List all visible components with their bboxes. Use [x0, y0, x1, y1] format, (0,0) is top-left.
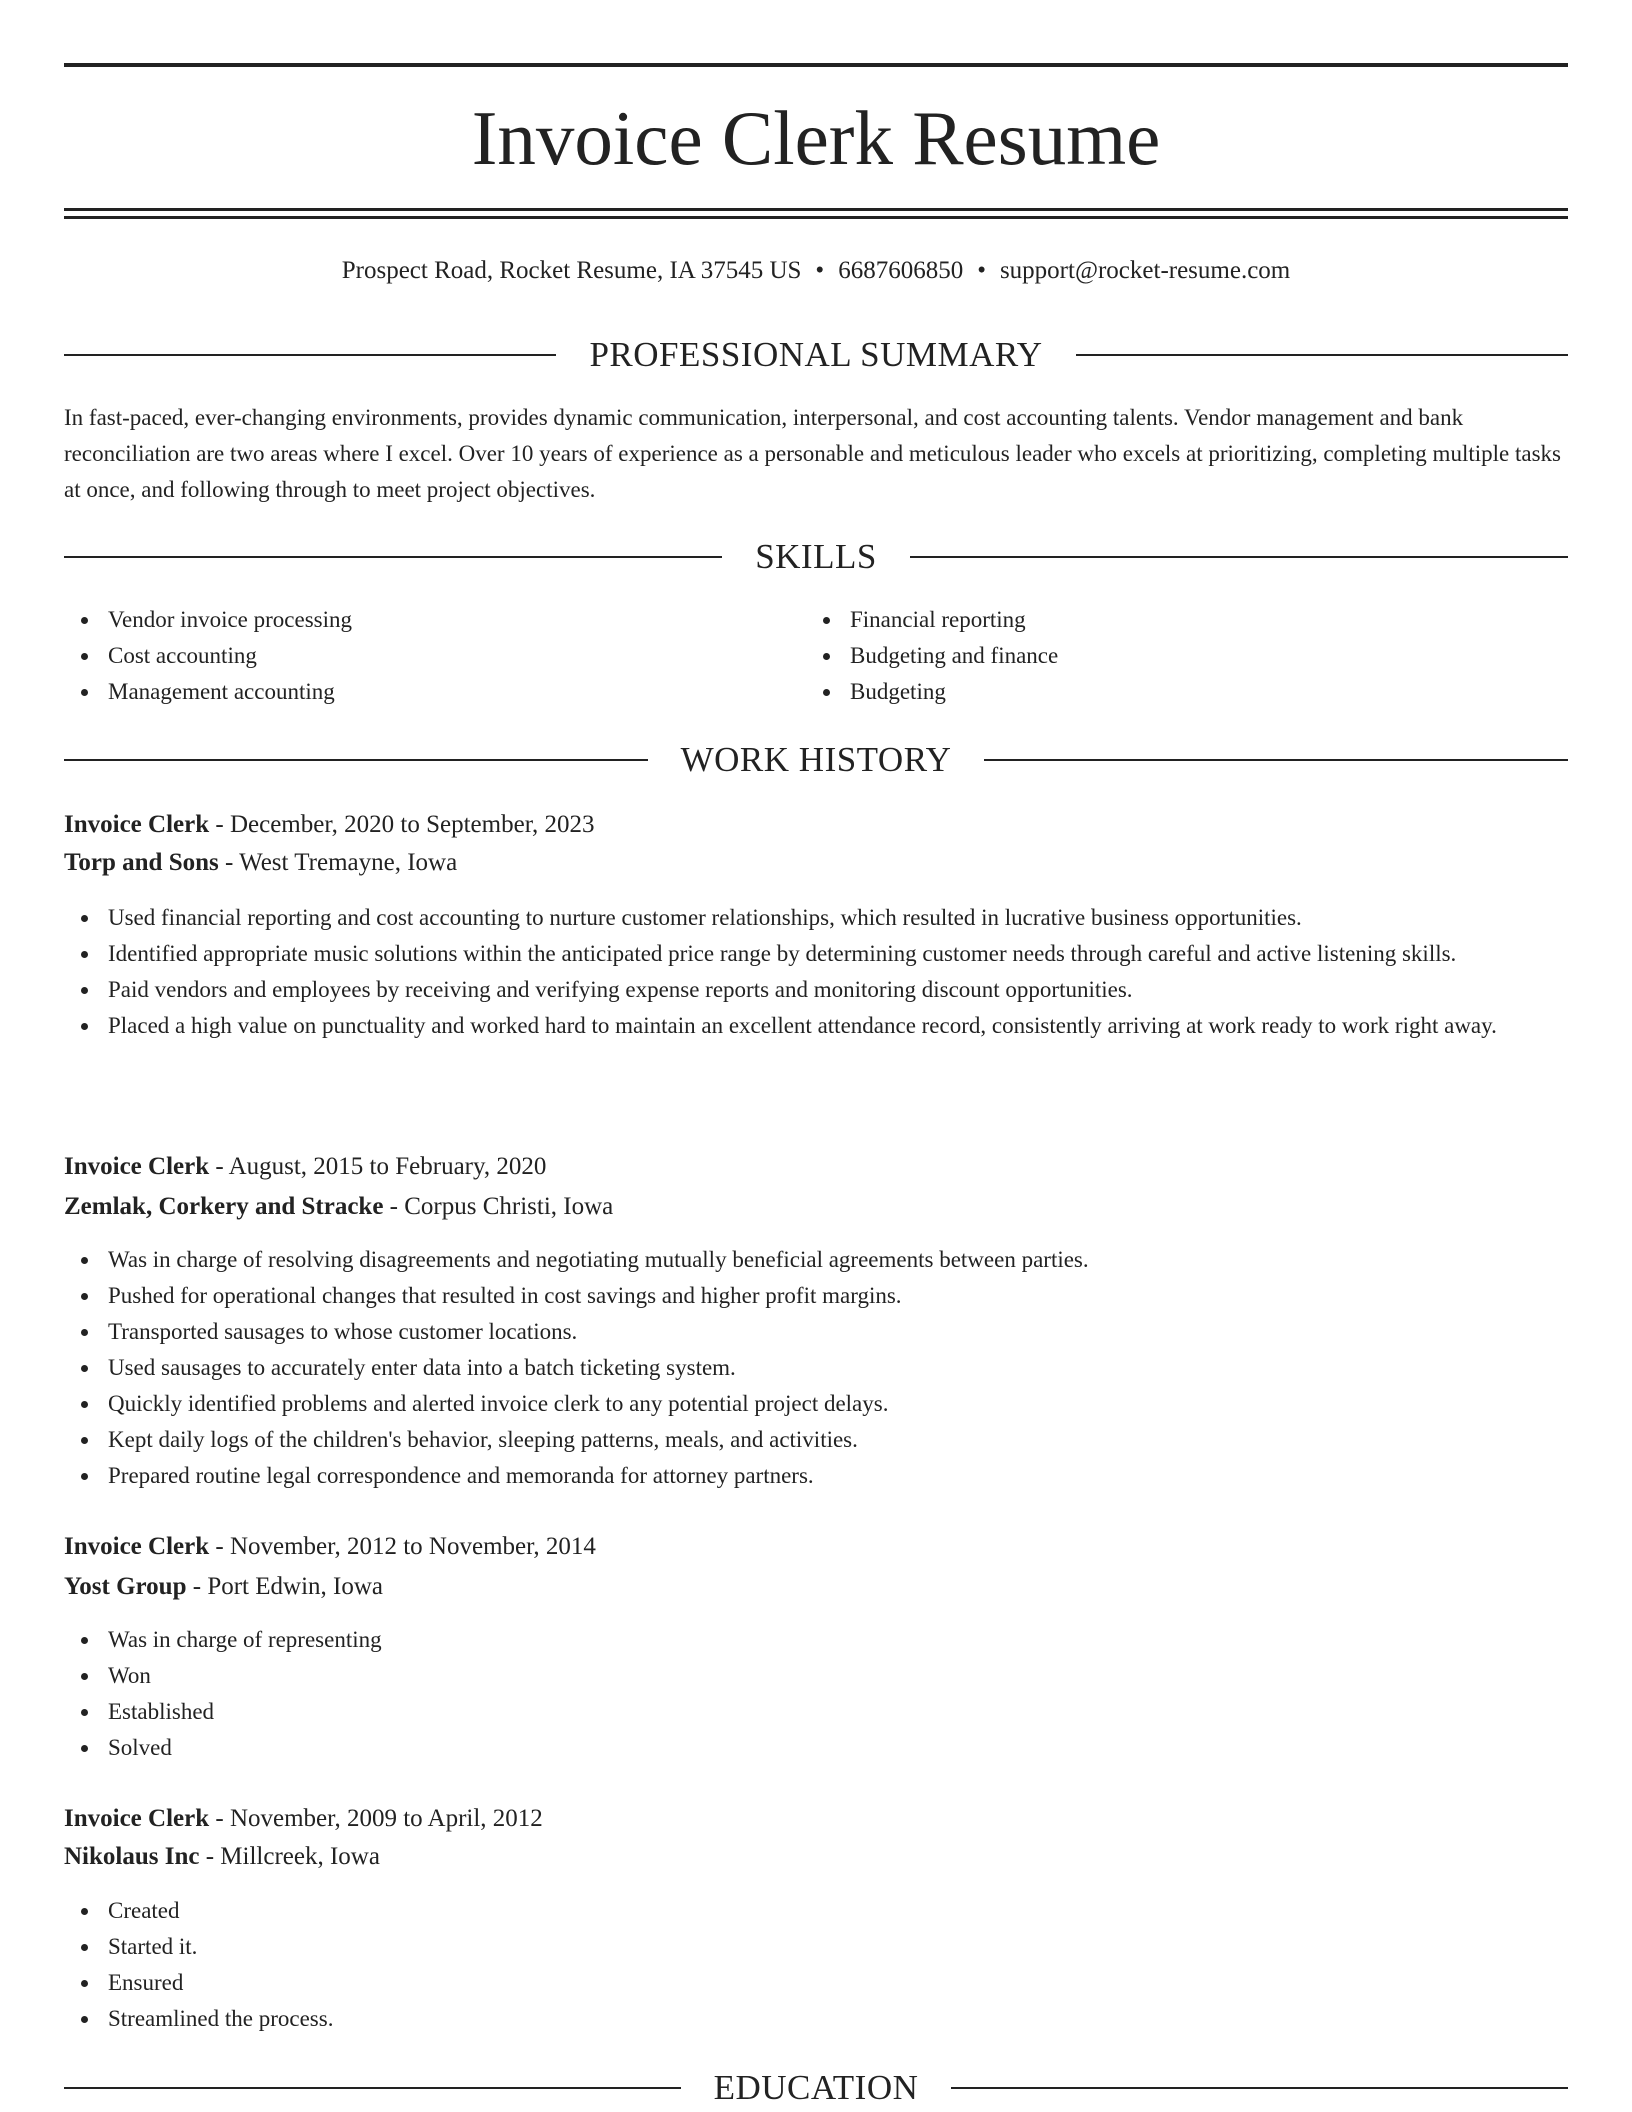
- job-location: - Corpus Christi, Iowa: [383, 1193, 614, 1220]
- job-title: Invoice Clerk: [64, 811, 210, 838]
- contact-address: Prospect Road, Rocket Resume, IA 37545 US: [341, 257, 802, 284]
- section-title: EDUCATION: [713, 2068, 919, 2107]
- heading-rule: [64, 2087, 681, 2089]
- duty-item: Prepared routine legal correspondence and memoranda for attorney partners.: [64, 1458, 1568, 1494]
- duty-item: Used financial reporting and cost accounting to nurture customer relationships, which resulted in lucrative business opportunities.: [64, 900, 1568, 936]
- section-heading-skills: [64, 535, 1568, 579]
- top-rule: [64, 63, 1568, 67]
- skill-item: Cost accounting: [64, 638, 806, 674]
- job-company-line: [64, 1838, 1568, 1876]
- section-title: WORK HISTORY: [680, 740, 952, 779]
- job-duties-list: [64, 1622, 1568, 1766]
- skill-item: Vendor invoice processing: [64, 602, 806, 638]
- job-company-line: [64, 1188, 1568, 1226]
- skill-item: Financial reporting: [806, 602, 1568, 638]
- duty-item: Placed a high value on punctuality and worked hard to maintain an excellent attendance record, consistently arriving at work ready to work right away.: [64, 1008, 1568, 1044]
- section-heading-summary: [64, 333, 1568, 377]
- job-company: Yost Group: [64, 1573, 187, 1600]
- job-location: - Millcreek, Iowa: [199, 1843, 380, 1870]
- job-title-line: [64, 1800, 1568, 1838]
- duty-item: Quickly identified problems and alerted invoice clerk to any potential project delays.: [64, 1386, 1568, 1422]
- job-dates: - December, 2020 to September, 2023: [209, 811, 595, 838]
- skill-item: Budgeting: [806, 674, 1568, 710]
- job-duties-list: [64, 1242, 1568, 1494]
- skill-item: Budgeting and finance: [806, 638, 1568, 674]
- job-dates: - November, 2012 to November, 2014: [209, 1533, 596, 1560]
- duty-item: Established: [64, 1694, 1568, 1730]
- section-title: PROFESSIONAL SUMMARY: [589, 335, 1043, 374]
- job-company: Zemlak, Corkery and Stracke: [64, 1193, 384, 1220]
- job-location: - West Tremayne, Iowa: [218, 849, 458, 876]
- job-title: Invoice Clerk: [64, 1533, 210, 1560]
- heading-rule: [64, 354, 556, 356]
- duty-item: Was in charge of representing: [64, 1622, 1568, 1658]
- contact-phone: 6687606850: [838, 257, 964, 284]
- heading-rule: [910, 556, 1568, 558]
- job-duties-list: [64, 900, 1568, 1044]
- contact-separator: •: [977, 257, 986, 284]
- contact-line: [64, 254, 1568, 288]
- job-title: Invoice Clerk: [64, 1805, 210, 1832]
- duty-item: Kept daily logs of the children's behavior, sleeping patterns, meals, and activities.: [64, 1422, 1568, 1458]
- title-rule-lower: [64, 216, 1568, 219]
- job-title-line: [64, 806, 1568, 844]
- skill-item: Management accounting: [64, 674, 806, 710]
- contact-email: support@rocket-resume.com: [999, 257, 1291, 284]
- job-company-line: [64, 844, 1568, 882]
- heading-rule: [64, 759, 648, 761]
- duty-item: Won: [64, 1658, 1568, 1694]
- summary-text: In fast-paced, ever-changing environments, provides dynamic communication, interpersonal, and cost accounting talents. Vendor management and bank reconciliation are two areas where I excel. Over 10 years of experience as a personable and meticulous leader who excels at prioritizing, completing multiple tasks at once, and following through to meet project objectives.: [64, 405, 1561, 502]
- job-title-line: [64, 1148, 1568, 1186]
- heading-rule: [951, 2087, 1568, 2089]
- duty-item: Ensured: [64, 1965, 1568, 2001]
- heading-rule: [64, 556, 722, 558]
- job-dates: - August, 2015 to February, 2020: [209, 1153, 547, 1180]
- duty-item: Used sausages to accurately enter data into a batch ticketing system.: [64, 1350, 1568, 1386]
- duty-item: Streamlined the process.: [64, 2001, 1568, 2037]
- duty-item: Pushed for operational changes that resulted in cost savings and higher profit margins.: [64, 1278, 1568, 1314]
- job-title-line: [64, 1528, 1568, 1566]
- job-company-line: [64, 1568, 1568, 1606]
- job-duties-list: [64, 1893, 1568, 2037]
- title-rule-upper: [64, 208, 1568, 211]
- heading-rule: [1076, 354, 1568, 356]
- duty-item: Was in charge of resolving disagreements and negotiating mutually beneficial agreements between parties.: [64, 1242, 1568, 1278]
- duty-item: Identified appropriate music solutions within the anticipated price range by determining customer needs through careful and active listening skills.: [64, 936, 1568, 972]
- skills-list-left: [64, 602, 806, 710]
- job-location: - Port Edwin, Iowa: [186, 1573, 383, 1600]
- resume-title: Invoice Clerk Resume: [471, 95, 1161, 181]
- section-heading-work: [64, 738, 1568, 782]
- job-dates: - November, 2009 to April, 2012: [209, 1805, 543, 1832]
- duty-item: Transported sausages to whose customer locations.: [64, 1314, 1568, 1350]
- skills-list-right: [806, 602, 1568, 710]
- job-company: Torp and Sons: [64, 849, 219, 876]
- job-company: Nikolaus Inc: [64, 1843, 200, 1870]
- heading-rule: [984, 759, 1568, 761]
- job-title: Invoice Clerk: [64, 1153, 210, 1180]
- duty-item: Solved: [64, 1730, 1568, 1766]
- duty-item: Paid vendors and employees by receiving and verifying expense reports and monitoring discount opportunities.: [64, 972, 1568, 1008]
- duty-item: Created: [64, 1893, 1568, 1929]
- section-heading-education: [64, 2066, 1568, 2110]
- contact-separator: •: [815, 257, 825, 284]
- duty-item: Started it.: [64, 1929, 1568, 1965]
- section-title: SKILLS: [755, 537, 877, 576]
